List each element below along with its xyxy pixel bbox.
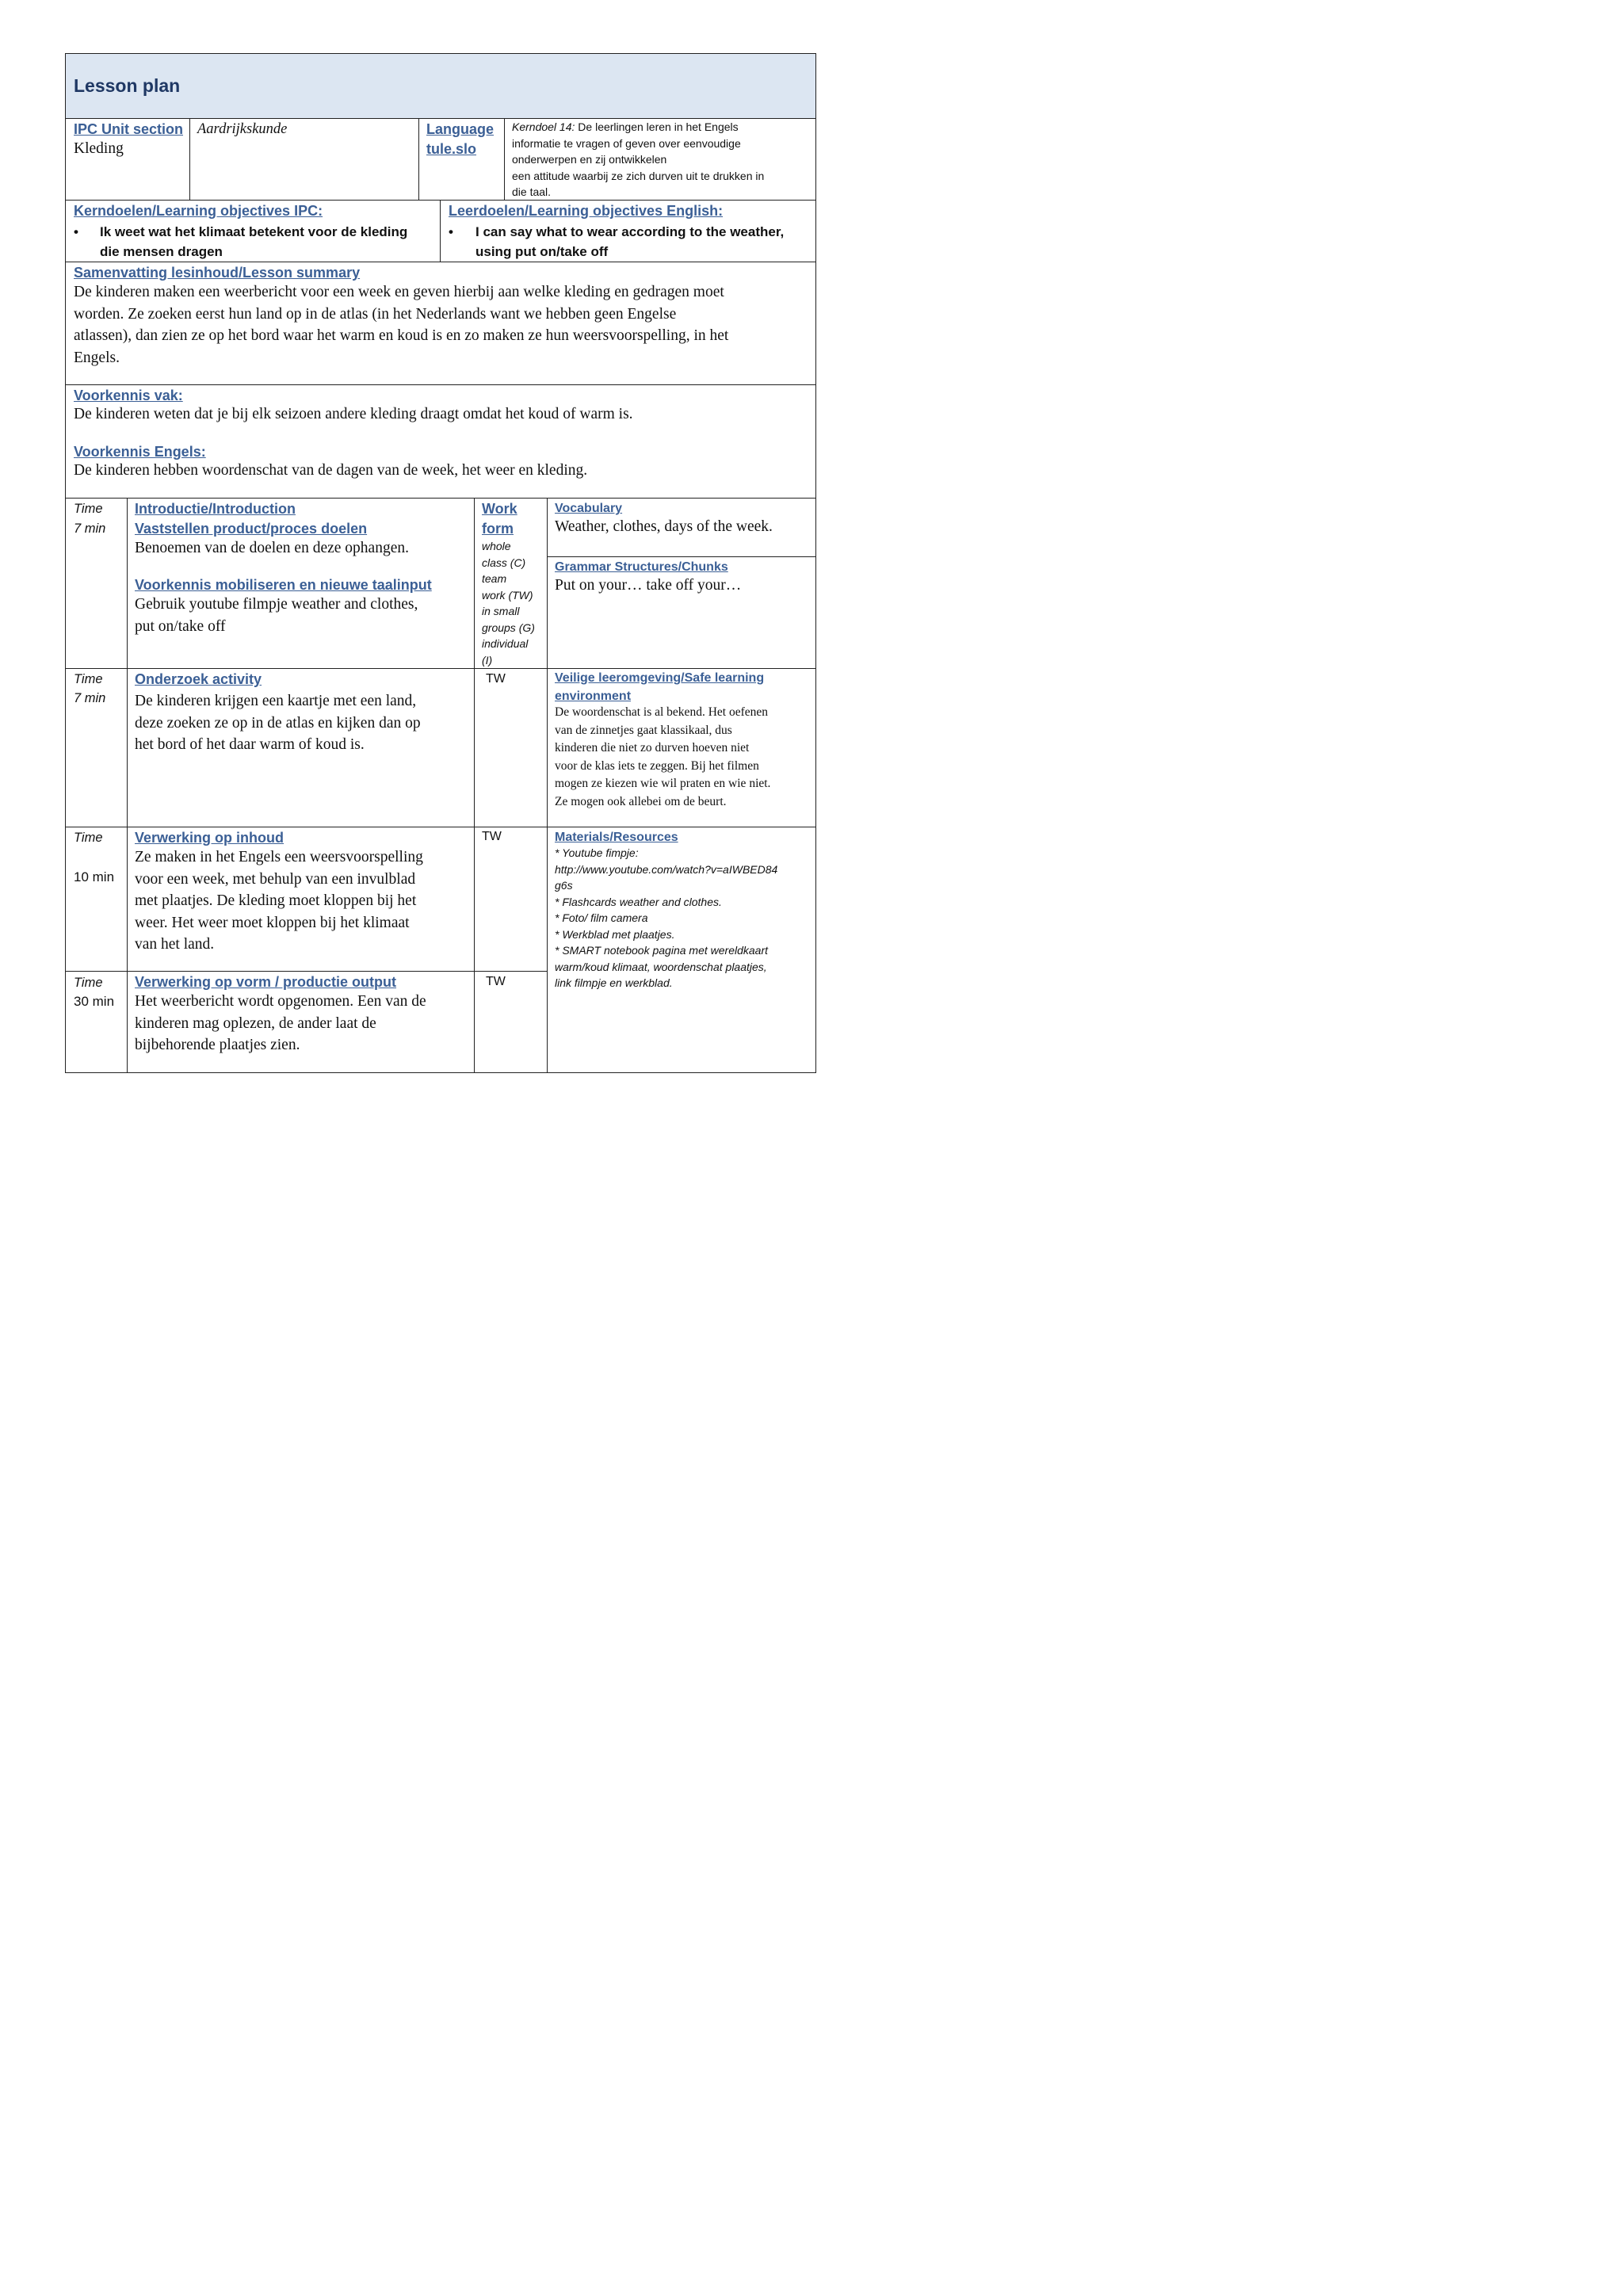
material-line: * Youtube fimpje: xyxy=(555,846,639,859)
intro-text xyxy=(135,594,418,637)
workform-value: TW xyxy=(486,672,506,686)
objective-line: Ik weet wat het klimaat betekent voor de kleding xyxy=(100,224,408,239)
language-link[interactable]: tule.slo xyxy=(426,141,477,157)
kerndoel-line: De leerlingen leren in het Engels xyxy=(575,120,739,133)
intro-line: put on/take off xyxy=(135,617,226,635)
english-objective xyxy=(475,222,784,262)
objective-line: die mensen dragen xyxy=(100,244,223,259)
material-line: * SMART notebook pagina met wereldkaart xyxy=(555,944,768,957)
workform-line: whole xyxy=(482,540,511,552)
summary-line: worden. Ze zoeken eerst hun land op in de atlas (in het Nederlands want we hebben geen Engelse xyxy=(74,305,677,323)
summary-line: atlassen), dan zien ze op het bord waar het warm en koud is en zo maken ze hun weersvoorspelling, in het xyxy=(74,327,729,344)
safe-line: voor de klas iets te zeggen. Bij het filmen xyxy=(555,758,759,773)
form-processing-heading: Verwerking op vorm / productie output xyxy=(135,974,397,990)
workform-heading: form xyxy=(482,521,514,537)
material-line: link filmpje en werkblad. xyxy=(555,976,673,989)
content-line: weer. Het weer moet kloppen bij het klimaat xyxy=(135,914,410,931)
research-line: deze zoeken ze op in de atlas en kijken dan op xyxy=(135,714,421,732)
workform-line: team xyxy=(482,572,507,585)
material-line: * Foto/ film camera xyxy=(555,911,648,924)
material-link[interactable]: g6s xyxy=(555,879,573,892)
content-line: voor een week, met behulp van een invulblad xyxy=(135,870,416,888)
workform-line: in small xyxy=(482,605,520,617)
material-line: warm/koud klimaat, woordenschat plaatjes, xyxy=(555,960,767,973)
vocabulary-heading: Vocabulary xyxy=(555,502,623,515)
rule xyxy=(474,498,475,1073)
english-objectives-heading: Leerdoelen/Learning objectives English: xyxy=(449,203,724,219)
objective-line: I can say what to wear according to the weather, xyxy=(475,224,785,239)
rule xyxy=(127,498,128,1073)
rule xyxy=(65,384,816,385)
material-link[interactable]: http://www.youtube.com/watch?v=aIWBED84 xyxy=(555,862,778,876)
workform-line: individual xyxy=(482,637,529,650)
rule xyxy=(65,1072,816,1073)
time-value: 30 min xyxy=(74,994,115,1009)
rule xyxy=(504,118,505,201)
research-line: het bord of het daar warm of koud is. xyxy=(135,736,365,753)
rule xyxy=(547,556,816,557)
content-line: met plaatjes. De kleding moet kloppen bij het xyxy=(135,892,417,909)
content-processing-text xyxy=(135,846,423,956)
materials-list xyxy=(555,845,777,991)
time-value: 7 min xyxy=(74,521,106,536)
time-label: Time xyxy=(74,672,103,686)
safe-line: van de zinnetjes gaat klassikaal, dus xyxy=(555,723,732,737)
unit-label: IPC Unit section xyxy=(74,121,184,137)
research-line: De kinderen krijgen een kaartje met een land, xyxy=(135,693,417,709)
form-line: kinderen mag oplezen, de ander laat de xyxy=(135,1014,376,1032)
kerndoel-text xyxy=(512,119,813,201)
workform-heading: Work xyxy=(482,501,517,517)
prior-engels-text: De kinderen hebben woordenschat van de dagen van de week, het weer en kleding. xyxy=(74,462,588,479)
prior-vak-text: De kinderen weten dat je bij elk seizoen andere kleding draagt omdat het koud of warm is. xyxy=(74,406,633,422)
workform-line: (I) xyxy=(482,653,493,667)
form-line: bijbehorende plaatjes zien. xyxy=(135,1037,300,1053)
kerndoel-line: informatie te vragen of geven over eenvoudige xyxy=(512,136,741,150)
safe-environment-heading xyxy=(555,669,764,705)
safe-heading-line: environment xyxy=(555,690,632,703)
workform-line: groups (G) xyxy=(482,621,535,634)
unit-value: Kleding xyxy=(74,140,124,157)
time-label: Time xyxy=(74,502,103,516)
safe-line: mogen ze kiezen wie wil praten en wie niet. xyxy=(555,777,771,791)
material-line: * Flashcards weather and clothes. xyxy=(555,895,722,908)
workform-list xyxy=(482,538,535,668)
ipc-objective xyxy=(100,222,407,262)
rule xyxy=(65,53,816,54)
content-line: Ze maken in het Engels een weersvoorspelling xyxy=(135,849,423,865)
content-processing-heading: Verwerking op inhoud xyxy=(135,830,285,846)
summary-heading: Samenvatting lesinhoud/Lesson summary xyxy=(74,265,361,281)
workform-line: class (C) xyxy=(482,556,526,569)
introduction-heading: Introductie/Introduction xyxy=(135,501,296,517)
rule xyxy=(547,498,548,1073)
materials-heading: Materials/Resources xyxy=(555,831,678,844)
prior-engels-heading: Voorkennis Engels: xyxy=(74,444,206,460)
vocabulary-text: Weather, clothes, days of the week. xyxy=(555,518,773,535)
kerndoel-line: die taal. xyxy=(512,185,552,198)
safe-line: kinderen die niet zo durven hoeven niet xyxy=(555,741,750,755)
kerndoel-line: onderwerpen en zij ontwikkelen xyxy=(512,153,667,166)
goals-heading: Vaststellen product/proces doelen xyxy=(135,521,368,537)
time-label: Time xyxy=(74,976,103,990)
bullet-icon: • xyxy=(74,224,78,239)
rule xyxy=(418,118,419,201)
safe-line: De woordenschat is al bekend. Het oefenen xyxy=(555,705,768,719)
rule xyxy=(189,118,190,201)
material-line: * Werkblad met plaatjes. xyxy=(555,927,675,941)
form-processing-text xyxy=(135,991,426,1056)
intro-line: Gebruik youtube filmpje weather and clothes, xyxy=(135,596,418,613)
research-text xyxy=(135,690,421,756)
workform-value: TW xyxy=(486,975,506,988)
summary-text xyxy=(74,281,728,369)
kerndoel-line: een attitude waarbij ze zich durven uit te drukken in xyxy=(512,169,765,182)
prior-vak-heading: Voorkennis vak: xyxy=(74,388,183,403)
form-line: Het weerbericht wordt opgenomen. Een van de xyxy=(135,993,426,1010)
rule xyxy=(65,498,816,499)
page-title: Lesson plan xyxy=(74,75,181,96)
goals-text: Benoemen van de doelen en deze ophangen. xyxy=(135,540,409,556)
workform-value: TW xyxy=(482,830,502,843)
time-value: 10 min xyxy=(74,869,115,884)
prior-mobilize-heading: Voorkennis mobiliseren en nieuwe taalinput xyxy=(135,577,432,593)
bullet-icon: • xyxy=(449,224,453,239)
time-value: 7 min xyxy=(74,691,106,705)
safe-environment-text xyxy=(555,704,770,812)
safe-line: Ze mogen ook allebei om de beurt. xyxy=(555,794,727,808)
rule xyxy=(65,53,66,1073)
rule xyxy=(440,200,441,262)
rule xyxy=(815,53,816,1073)
time-label: Time xyxy=(74,831,103,845)
ipc-objectives-heading: Kerndoelen/Learning objectives IPC: xyxy=(74,203,323,219)
objective-line: using put on/take off xyxy=(475,244,609,259)
workform-line: work (TW) xyxy=(482,588,533,602)
grammar-heading: Grammar Structures/Chunks xyxy=(555,560,728,574)
summary-line: De kinderen maken een weerbericht voor een week en geven hierbij aan welke kleding en gedragen moet xyxy=(74,284,724,300)
summary-line: Engels. xyxy=(74,349,120,366)
safe-heading-line: Veilige leeromgeving/Safe learning xyxy=(555,671,765,685)
kerndoel-prefix: Kerndoel 14: xyxy=(512,120,575,133)
language-label: Language xyxy=(426,121,495,137)
content-line: van het land. xyxy=(135,936,215,953)
grammar-text: Put on your… take off your… xyxy=(555,577,742,594)
research-heading: Onderzoek activity xyxy=(135,671,262,687)
subject: Aardrijkskunde xyxy=(197,121,288,137)
